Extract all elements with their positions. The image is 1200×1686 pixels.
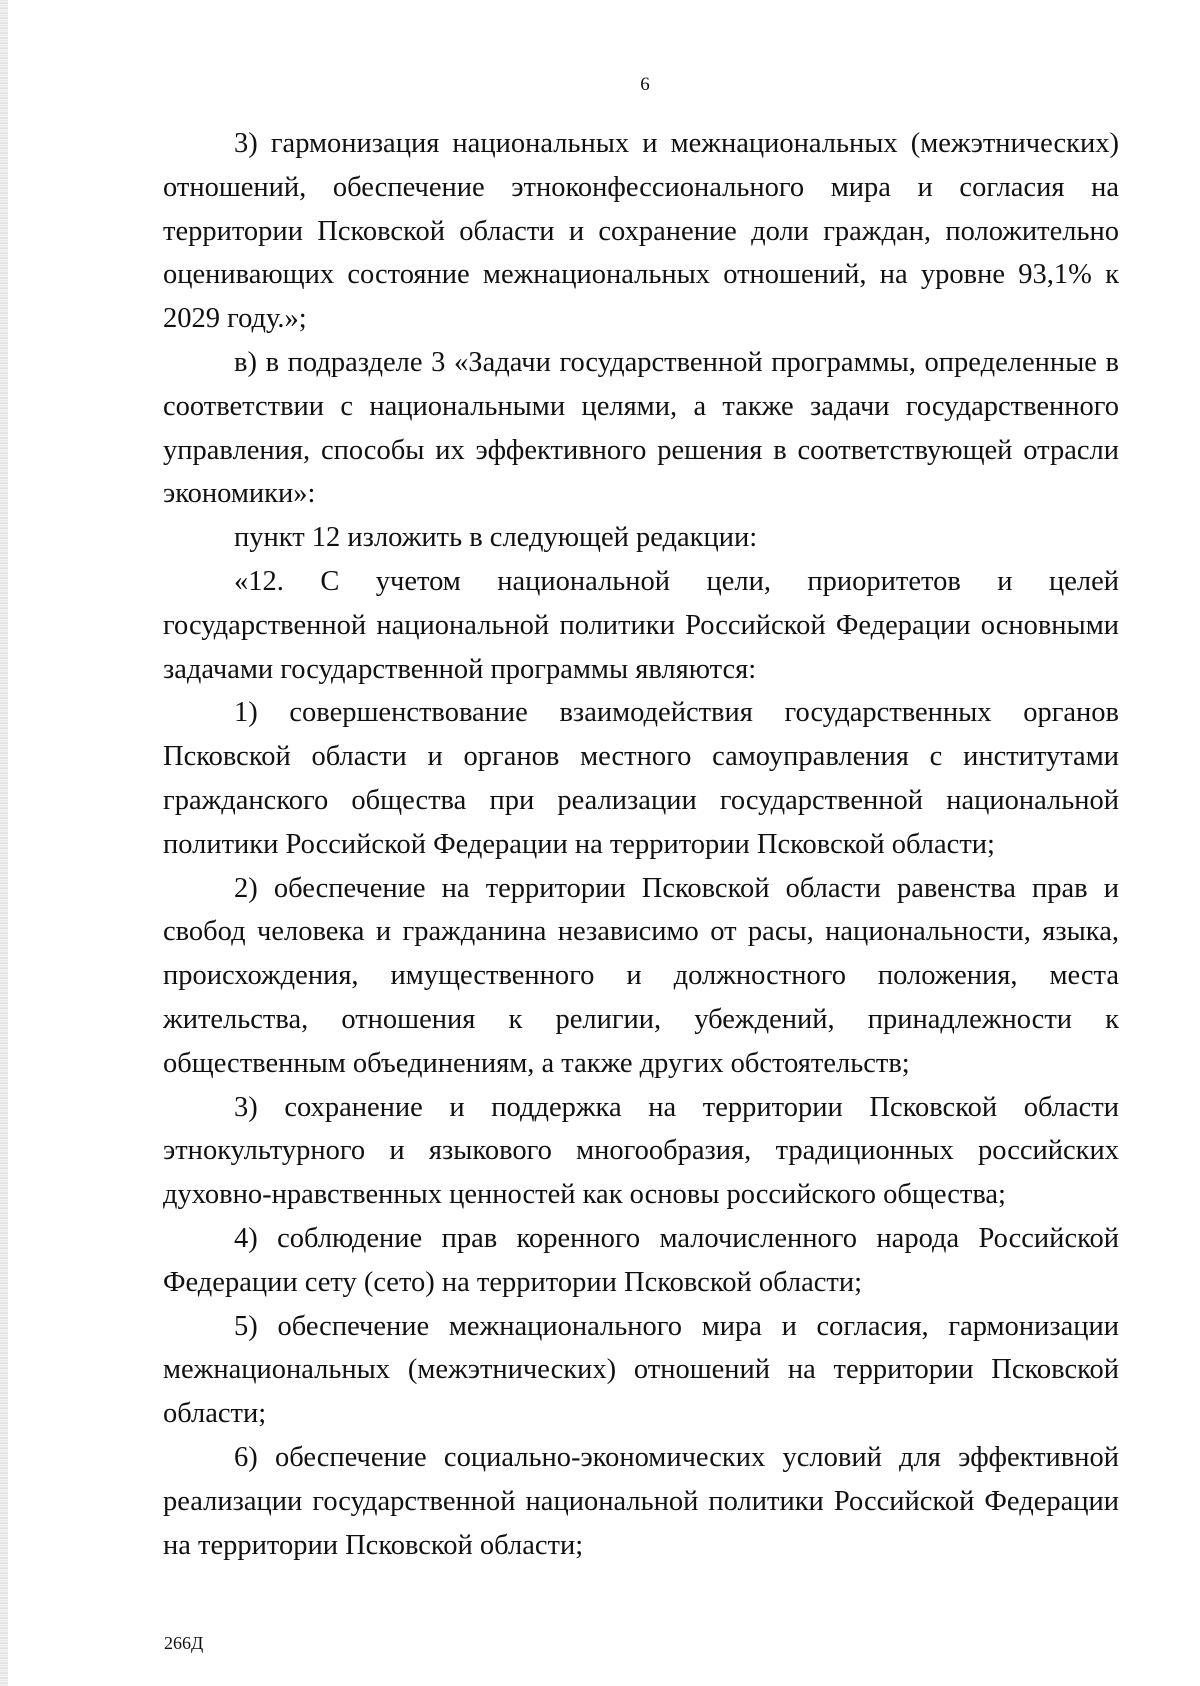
- task-item-4: 4) соблюдение прав коренного малочисленного народа Российской Федерации сету (сето) на территории Псковской области;: [163, 1222, 1119, 1298]
- paragraph-subsection-v: в) в подразделе 3 «Задачи государственной программы, определенные в соответствии с национальными целями, а также задачи государственного управления, способы их эффективного решения в соответствующей отрасли экономики»:: [163, 346, 1119, 510]
- paragraph-point-12-text: «12. С учетом национальной цели, приоритетов и целей государственной национальной политики Российской Федерации основными задачами государственной программы являются:: [163, 565, 1119, 685]
- task-item-5: 5) обеспечение межнационального мира и согласия, гармонизации межнациональных (межэтнических) отношений на территории Псковской области;: [163, 1310, 1119, 1430]
- paragraph-point-12-intro: пункт 12 изложить в следующей редакции:: [234, 522, 758, 554]
- document-code: 266Д: [164, 1633, 204, 1653]
- task-item-3: 3) сохранение и поддержка на территории Псковской области этнокультурного и языкового многообразия, традиционных российских духовно-нравственных ценностей как основы российского общества;: [163, 1091, 1119, 1211]
- document-body: [163, 122, 1119, 1567]
- task-item-2: 2) обеспечение на территории Псковской области равенства прав и свобод человека и гражданина независимо от расы, национальности, языка, происхождения, имущественного и должностного положения, места жительства, отношения к религии, убеждений, принадлежности к общественным объединениям, а также других обстоятельств;: [163, 872, 1119, 1079]
- page-number: 6: [640, 74, 650, 95]
- task-item-6: 6) обеспечение социально-экономических условий для эффективной реализации государственной национальной политики Российской Федерации на территории Псковской области;: [163, 1441, 1119, 1561]
- scan-edge-noise: [0, 0, 8, 1686]
- task-item-1: 1) совершенствование взаимодействия государственных органов Псковской области и органов местного самоуправления с институтами гражданского общества при реализации государственной национальной политики Российской Федерации на территории Псковской области;: [163, 697, 1119, 860]
- paragraph-item-3-harmonization: 3) гармонизация национальных и межнациональных (межэтнических) отношений, обеспечение этноконфессионального мира и согласия на территории Псковской области и сохранение доли граждан, положительно оценивающих состояние межнациональных отношений, на уровне 93,1% к 2029 году.»;: [163, 128, 1119, 335]
